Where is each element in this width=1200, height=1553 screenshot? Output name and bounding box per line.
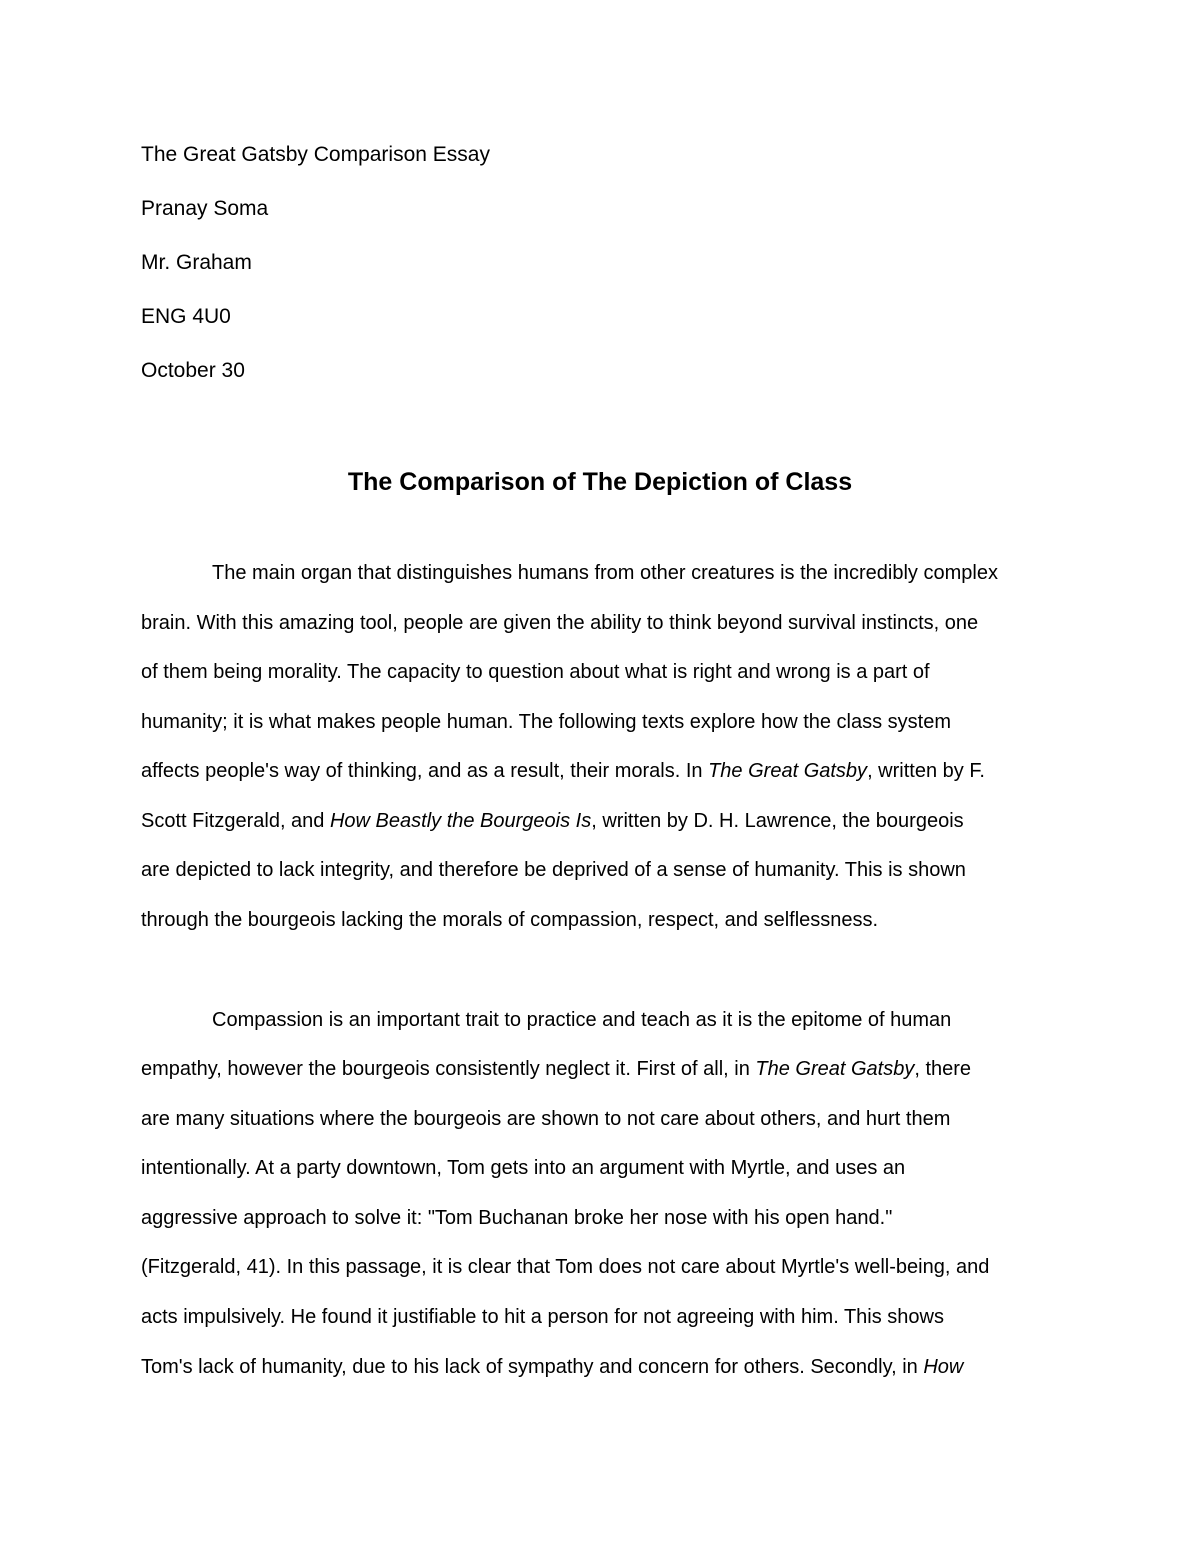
- paragraph-1-line: through the bourgeois lacking the morals of compassion, respect, and selflessness.: [141, 909, 879, 931]
- document-title: The Comparison of The Depiction of Class: [347, 468, 853, 496]
- paragraph-2-line: [141, 1355, 963, 1379]
- italic-title: How Beastly the Bourgeois Is: [329, 810, 592, 832]
- text-span: affects people's way of thinking, and as a result, their morals. In: [141, 760, 709, 782]
- author-line: Pranay Soma: [141, 197, 269, 220]
- paragraph-1-line: [141, 759, 985, 783]
- italic-title: The Great Gatsby: [708, 760, 868, 782]
- text-span: , there: [914, 1058, 972, 1080]
- italic-title: The Great Gatsby: [755, 1058, 915, 1080]
- paragraph-1-line: The main organ that distinguishes humans from other creatures is the incredibly complex: [212, 562, 998, 584]
- italic-title: How: [923, 1356, 964, 1378]
- paragraph-2-line: are many situations where the bourgeois are shown to not care about others, and hurt them: [141, 1108, 951, 1130]
- paragraph-2-line: acts impulsively. He found it justifiable to hit a person for not agreeing with him. This shows: [141, 1306, 944, 1328]
- teacher-line: Mr. Graham: [141, 251, 252, 274]
- text-span: Scott Fitzgerald, and: [141, 810, 330, 832]
- paragraph-2-line: [141, 1057, 971, 1081]
- paragraph-2-line: intentionally. At a party downtown, Tom gets into an argument with Myrtle, and uses an: [141, 1157, 906, 1179]
- date-line: October 30: [141, 359, 245, 382]
- essay-title-line: The Great Gatsby Comparison Essay: [141, 143, 490, 166]
- text-span: , written by F.: [867, 760, 985, 782]
- paragraph-1-line: humanity; it is what makes people human. The following texts explore how the class system: [141, 711, 952, 733]
- paragraph-2-line: aggressive approach to solve it: "Tom Buchanan broke her nose with his open hand.": [141, 1207, 893, 1229]
- paragraph-2-line: (Fitzgerald, 41). In this passage, it is clear that Tom does not care about Myrtle's well-being, and: [141, 1256, 990, 1278]
- text-span: , written by D. H. Lawrence, the bourgeois: [591, 810, 964, 832]
- paragraph-1-line: brain. With this amazing tool, people are given the ability to think beyond survival instincts, one: [141, 612, 979, 634]
- text-span: Tom's lack of humanity, due to his lack of sympathy and concern for others. Secondly, in: [141, 1356, 924, 1378]
- paragraph-1-line: are depicted to lack integrity, and therefore be deprived of a sense of humanity. This is shown: [141, 859, 966, 881]
- paragraph-2-line: Compassion is an important trait to practice and teach as it is the epitome of human: [212, 1009, 952, 1031]
- paragraph-1-line: of them being morality. The capacity to question about what is right and wrong is a part of: [141, 661, 930, 683]
- paragraph-1-line: [141, 809, 964, 833]
- course-line: ENG 4U0: [141, 305, 231, 328]
- text-span: empathy, however the bourgeois consistently neglect it. First of all, in: [141, 1058, 756, 1080]
